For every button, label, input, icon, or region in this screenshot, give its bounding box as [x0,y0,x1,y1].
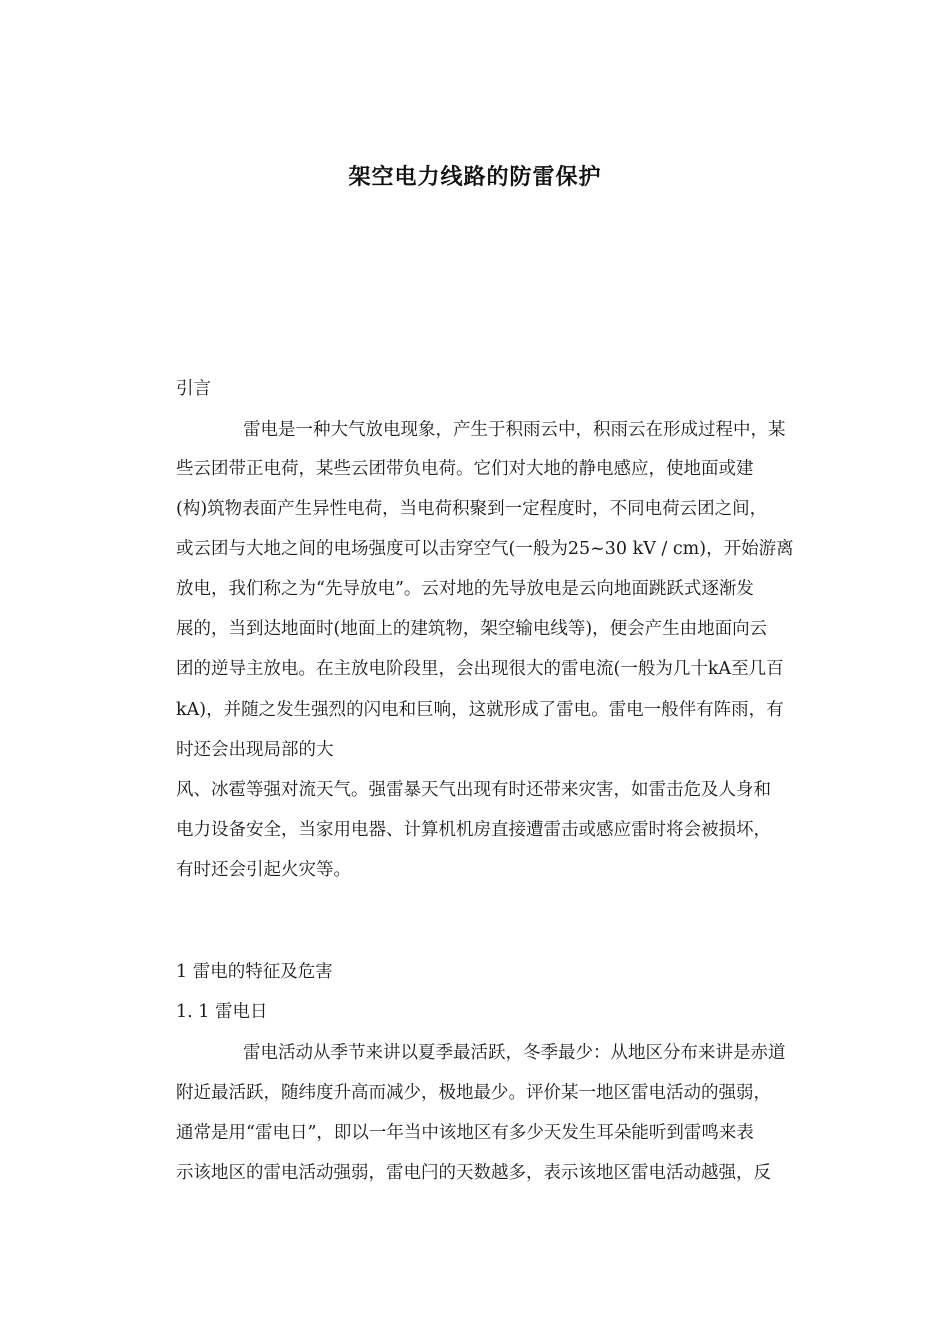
document-title: 架空电力线路的防雷保护 [348,165,602,190]
section-heading: 1 雷电的特征及危害 [176,962,333,982]
intro-paragraph-line: kA)，并随之发生强烈的闪电和巨响，这就形成了雷电。雷电一般伴有阵雨，有 [176,700,784,720]
intro-paragraph-line: 有时还会引起火灾等。 [176,860,351,880]
intro-paragraph-line: 风、冰雹等强对流天气。强雷暴天气出现有时还带来灾害，如雷击危及人身和 [176,780,771,800]
intro-heading: 引言 [176,379,211,399]
intro-paragraph-line: 些云团带正电荷，某些云团带负电荷。它们对大地的静电感应，使地面或建 [176,459,754,479]
section-paragraph-line: 通常是用“雷电日”，即以一年当中该地区有多少天发生耳朵能听到雷鸣来表 [176,1123,754,1143]
intro-paragraph-line: 团的逆导主放电。在主放电阶段里，会出现很大的雷电流(一般为几十kA至几百 [176,659,784,679]
intro-paragraph-line: (构)筑物表面产生异性电荷，当电荷积聚到一定程度时，不同电荷云团之间， [176,499,768,519]
intro-paragraph-line: 或云团与大地之间的电场强度可以击穿空气(一般为25~30 kV / cm)，开始游离 [176,539,794,559]
intro-paragraph-line: 雷电是一种大气放电现象，产生于积雨云中，积雨云在形成过程中，某 [243,420,786,440]
subsection-heading: 1. 1 雷电日 [176,1002,268,1022]
intro-paragraph-line: 电力设备安全，当家用电器、计算机机房直接遭雷击或感应雷时将会被损坏， [176,820,771,840]
intro-paragraph-line: 时还会出现局部的大 [176,740,334,760]
section-paragraph-line: 附近最活跃，随纬度升高而减少，极地最少。评价某一地区雷电活动的强弱， [176,1083,771,1103]
section-paragraph-line: 示该地区的雷电活动强弱，雷电闩的天数越多，表示该地区雷电活动越强，反 [176,1163,771,1183]
section-paragraph-line: 雷电活动从季节来讲以夏季最活跃，冬季最少：从地区分布来讲是赤道 [243,1043,786,1063]
intro-paragraph-line: 放电，我们称之为“先导放电”。云对地的先导放电是云向地面跳跃式逐渐发 [176,579,754,599]
intro-paragraph-line: 展的，当到达地面时(地面上的建筑物，架空输电线等)，便会产生由地面向云 [176,619,768,639]
